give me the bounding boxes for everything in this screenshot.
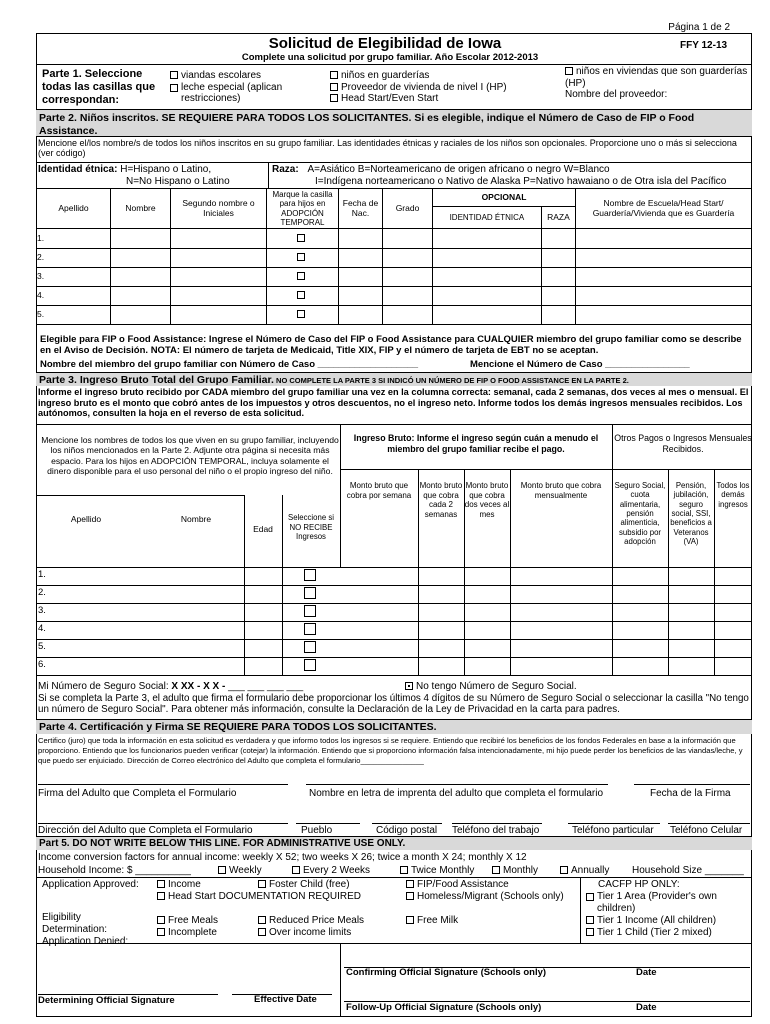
cell-input[interactable] [541,306,575,325]
option-fip[interactable]: FIP/Food Assistance [406,879,586,891]
row-number: 4. [37,287,111,306]
divider [36,567,752,568]
signature-date-label: Fecha de la Firma [650,788,731,799]
effective-date-label: Effective Date [254,994,317,1005]
child-row [37,268,752,287]
checkbox-icon [297,272,305,280]
cell-input[interactable] [433,268,542,287]
cell-input[interactable] [433,249,542,268]
approval-labels: Application Approved: Eligibility Determination: Application Denied: [42,879,139,947]
no-income-checkbox[interactable] [304,623,316,635]
cell-input[interactable] [576,268,752,287]
freq-twice-monthly[interactable]: Twice Monthly [400,865,492,877]
col-otros: Todos los demás ingresos [716,481,750,509]
gross-income-header: Ingreso Bruto: Informe el ingreso según cuán a menudo el miembro del grupo familiar recibe el pago. [353,433,599,454]
cell-input[interactable] [171,249,267,268]
checkbox-icon [157,892,165,900]
home-phone-line[interactable] [568,823,660,824]
divider [580,877,581,943]
option-tier1-area[interactable]: Tier 1 Area (Provider's own children) [586,891,750,915]
town-label: Pueblo [301,825,333,836]
cell-input[interactable] [383,268,433,287]
col-seguro-social: Seguro Social, cuota alimentaria, pensión alimenticia, subsidio por adopción [614,481,666,547]
form-title: Solicitud de Elegibilidad de Iowa [268,35,502,52]
option-proveedor-vivienda[interactable]: Proveedor de vivienda de nivel I (HP) [330,82,550,94]
cell-input[interactable] [541,229,575,249]
adopcion-checkbox[interactable] [267,287,339,306]
row-number: 1. [37,229,111,249]
cell-input[interactable] [171,306,267,325]
divider [36,585,752,586]
child-row [37,306,752,325]
option-leche[interactable]: leche especial (aplican restricciones) [170,82,320,105]
option-tier1-child[interactable]: Tier 1 Child (Tier 2 mixed) [586,927,750,939]
cell-input[interactable] [383,306,433,325]
part1-label: Parte 1. Seleccione todas las casillas que correspondan: [42,68,156,107]
option-foster[interactable]: Foster Child (free) [258,879,408,891]
col-identidad: IDENTIDAD ÉTNICA [433,207,542,229]
income-table [36,424,752,674]
cell-input[interactable] [111,229,171,249]
part3-header: Parte 3. Ingreso Bruto Total del Grupo Familiar. NO COMPLETE LA PARTE 3 SI INDICÓ UN NÚMERO DE FIP O FOOD ASSISTANCE EN LA PARTE 2. [36,372,752,386]
checkbox-icon [560,866,568,874]
checkbox-icon [157,928,165,936]
option-head-start-doc[interactable]: Head Start DOCUMENTATION REQUIRED [157,891,417,903]
checkbox-icon [297,234,305,242]
checkbox-icon [170,84,178,92]
provider-name-label: Nombre del proveedor: [565,89,668,100]
divider [36,603,752,604]
zip-label: Código postal [376,825,438,836]
cell-input[interactable] [541,287,575,306]
col-segundo: Segundo nombre o Iniciales [171,189,267,229]
determining-signature-label: Determining Official Signature [38,995,175,1006]
cell-input[interactable] [111,249,171,268]
cell-input[interactable] [383,249,433,268]
col-2semanas: Monto bruto que cobra cada 2 semanas [419,481,463,519]
cell-phone-line[interactable] [668,823,750,824]
freq-monthly[interactable]: Monthly [492,865,560,877]
town-line[interactable] [296,823,360,824]
zip-line[interactable] [372,823,442,824]
no-ssn-option[interactable]: No tengo Número de Seguro Social. [405,681,745,693]
no-income-checkbox[interactable] [304,569,316,581]
certification-text: Certifico (juro) que toda la información en esta solicitud es verdadera y que informo todos los ingresos si se requiere. Entiendo que recibiré los beneficios de los fondos Federales en base a la información que proporciono. Entiendo que los funcionarios pueden verificar (cotejar) la información. Entiendo que si proporciono información falsa intencionadamente, mi hijo puede perder los beneficios de las viandas/leche, y que puedo ser enjuiciado. Dirección de Correo electrónico del Adulto que completa el formulario_______________ [38,736,743,765]
checkbox-icon [297,253,305,261]
option-tier1-income[interactable]: Tier 1 Income (All children) [586,915,750,927]
freq-every-2-weeks[interactable]: Every 2 Weeks [292,865,400,877]
col-raza: RAZA [541,207,575,229]
row-number: 1. [38,569,46,580]
no-income-checkbox[interactable] [304,605,316,617]
work-phone-line[interactable] [452,823,542,824]
option-viandas[interactable]: viandas escolares [170,70,320,82]
part3-instructions: Informe el ingreso bruto recibido por CADA miembro del grupo familiar una vez en la columna correcta: semanal, cada 2 semanas, dos veces al mes o mensual. El ingreso bruto es el monto que cobró antes de los impuestos y otros descuentos, no el ingreso neto. Informe todos los demás ingresos mensuales recibidos. Los autónomos, consulten la hoja en el reverso de esta solicitud. [38,387,749,419]
printed-name-line[interactable] [306,784,608,785]
col-nombre: Nombre [180,514,212,524]
child-row [37,249,752,268]
address-line[interactable] [38,823,288,824]
checkbox-icon [406,880,414,888]
divider [36,639,752,640]
household-income-row [38,865,750,877]
cell-input[interactable] [433,306,542,325]
cell-input[interactable] [339,229,383,249]
checkbox-icon [330,83,338,91]
approval-col1 [157,879,257,891]
checkbox-icon [586,928,594,936]
divider [268,162,269,188]
checkbox-icon [405,682,413,690]
eligible-fip-text: Elegible para FIP o Food Assistance: Ingrese el Número de Caso del FIP o Food Assistance para CUALQUIER miembro del grupo familiar como se describe en el Aviso de Decisión. NOTA: El número de tarjeta de Medicaid, Title XIX, FIP y el número de tarjeta de EBT no se aceptan. [40,334,742,356]
cell-input[interactable] [339,306,383,325]
option-income[interactable]: Income [157,879,257,891]
cell-input[interactable] [111,268,171,287]
checkbox-icon [406,892,414,900]
cell-input[interactable] [383,229,433,249]
divider [340,425,341,567]
cell-input[interactable] [541,268,575,287]
checkbox-icon [258,928,266,936]
divider [36,495,244,496]
row-number: 4. [38,623,46,634]
row-number: 3. [37,268,111,287]
part1-col1 [170,70,320,105]
case-number-label[interactable]: Mencione el Número de Caso ________________ [470,359,690,370]
no-income-checkbox[interactable] [304,587,316,599]
household-income-field[interactable]: Household Income: $ __________ [38,865,191,876]
form-subtitle: Complete una solicitud por grupo familiar. Año Escolar 2012-2013 [241,52,539,63]
cell-input[interactable] [576,249,752,268]
cell-input[interactable] [576,306,752,325]
followup-signature-label: Follow-Up Official Signature (Schools only) [346,1002,542,1013]
signature-line[interactable] [38,784,288,785]
checkbox-icon [297,291,305,299]
option-over-limits[interactable]: Over income limits [258,927,398,939]
followup-date-label: Date [636,1002,657,1013]
col-semana: Monto bruto que cobra por semana [346,481,412,500]
col-nombre: Nombre [111,189,171,229]
checkbox-icon [292,866,300,874]
ethnic-legend: Identidad étnica: H=Hispano o Latino, N=No Hispano o Latino [38,164,230,187]
checkbox-icon [400,866,408,874]
cell-input[interactable] [111,287,171,306]
race-legend: Raza: A=Asiático B=Norteamericano de origen africano o negro W=Blanco I=Indígena norteamericano o Nativo de Alaska P=Nativo hawaiano o de Otra isla del Pacífico [272,164,727,187]
children-table [36,188,752,325]
option-head-start[interactable]: Head Start/Even Start [330,93,550,105]
date-line[interactable] [634,784,750,785]
cell-input[interactable] [339,249,383,268]
row-number: 5. [37,306,111,325]
address-label: Dirección del Adulto que Completa el Formulario [38,825,253,836]
option-incomplete[interactable]: Incomplete [157,927,257,939]
option-homeless[interactable]: Homeless/Migrant (Schools only) [406,891,586,903]
option-reduced[interactable]: Reduced Price Meals [258,915,398,927]
freq-annually[interactable]: Annually [560,865,632,877]
col-apellido: Apellido [37,189,111,229]
checkbox-icon [406,916,414,924]
checkbox-icon [586,916,594,924]
checkbox-icon [297,310,305,318]
child-row [37,229,752,249]
adopcion-checkbox[interactable] [267,229,339,249]
checkbox-icon [258,916,266,924]
freq-weekly[interactable]: Weekly [218,865,292,877]
row-number: 2. [38,587,46,598]
option-guarderias[interactable]: niños en guarderías [330,70,550,82]
col-escuela: Nombre de Escuela/Head Start/ Guardería/Vivienda que es Guardería [576,189,752,229]
cell-input[interactable] [383,287,433,306]
option-free-meals[interactable]: Free Meals [157,915,257,927]
other-income-header: Otros Pagos o Ingresos Mensuales Recibidos. [614,433,752,454]
col-edad: Edad [253,524,273,534]
col-opcional: OPCIONAL [433,189,576,207]
col-dos-veces: Monto bruto que cobra dos veces al mes [464,481,510,519]
cell-input[interactable] [541,249,575,268]
part1-col3 [565,66,750,101]
cell-input[interactable] [576,229,752,249]
col-grado: Grado [383,189,433,229]
work-phone-label: Teléfono del trabajo [452,825,540,836]
checkbox-icon [258,880,266,888]
row-number: 6. [38,659,46,670]
checkbox-icon [492,866,500,874]
checkbox-icon [170,71,178,79]
col-no-ingresos: Seleccione si NO RECIBE Ingresos [288,513,334,542]
cell-input[interactable] [171,287,267,306]
col-pension: Pensión, jubilación, seguro social, SSI, beneficios a Veteranos (VA) [670,481,712,547]
part2-instructions: Mencione el/los nombre/s de todos los niños inscritos en su grupo familiar. Las identidades étnicas y raciales de los niños son opcionales. Proporcione uno o más si selecciona (ver código) [38,138,737,159]
ssn-field[interactable]: Mi Número de Seguro Social: X XX - X X - ___ ___ ___ ___ [38,681,304,692]
conversion-factors: Income conversion factors for annual income: weekly X 52; two weeks X 26; twice a month X 24; monthly X 12 [38,852,527,863]
col-adopcion: Marque la casilla para hijos en ADOPCIÓN TEMPORAL [267,189,339,229]
col-mensual: Monto bruto que cobra mensualmente [520,481,602,500]
ffy-label: FFY 12-13 [680,40,728,51]
printed-name-label: Nombre en letra de imprenta del adulto que completa el formulario [309,788,604,799]
part4-header: Parte 4. Certificación y Firma SE REQUIERE PARA TODOS LOS SOLICITANTES. [36,719,752,734]
checkbox-icon [218,866,226,874]
cell-input[interactable] [171,229,267,249]
cacfp-block: CACFP HP ONLY: Tier 1 Area (Provider's own children) Tier 1 Income (All children) Tier 1 Child (Tier 2 mixed) [586,879,750,939]
adopcion-checkbox[interactable] [267,268,339,287]
col-apellido: Apellido [70,514,102,524]
adopcion-checkbox[interactable] [267,249,339,268]
names-intro: Mencione los nombres de todos los que viven en su grupo familiar, incluyendo los niños mencionados en la Parte 2. Adjunte otra página si necesita más espacio. Para los hijos en ADOPCIÓN TEMPORAL, incluya solamente el dinero disponible para el uso personal del niño o el propio ingreso del niño. [41,435,339,476]
checkbox-icon [586,893,594,901]
divider [36,621,752,622]
row-number: 5. [38,641,46,652]
divider [36,943,752,944]
ssn-note: Si se completa la Parte 3, el adulto que firma el formulario debe proporcionar los últimos 4 dígitos de su Número de Seguro Social o seleccionar la casilla "No tengo un número de Seguro Social". Para obtener más información, consulte la Declaración de la Ley de Privacidad en la carta para padres. [38,693,749,716]
checkbox-icon [157,880,165,888]
divider [36,657,752,658]
cell-input[interactable] [339,287,383,306]
cell-input[interactable] [171,268,267,287]
checkbox-icon [565,67,573,75]
no-income-checkbox[interactable] [304,659,316,671]
checkbox-icon [330,94,338,102]
divider [36,64,752,65]
divider [36,675,752,676]
divider [340,943,341,1017]
household-size-field[interactable]: Household Size _______ [632,865,744,876]
cell-input[interactable] [433,287,542,306]
option-free-milk[interactable]: Free Milk [406,915,526,927]
adopcion-checkbox[interactable] [267,306,339,325]
divider [36,162,752,163]
col-fecha: Fecha de Nac. [339,189,383,229]
option-vivienda-guarderia[interactable]: niños en viviendas que son guarderías (HP) [565,66,748,89]
confirming-date-label: Date [636,967,657,978]
page-number: Página 1 de 2 [668,22,730,33]
cell-input[interactable] [339,268,383,287]
home-phone-label: Teléfono particular [572,825,654,836]
child-row [37,287,752,306]
no-income-checkbox[interactable] [304,641,316,653]
part2-header: Parte 2. Niños inscritos. SE REQUIERE PARA TODOS LOS SOLICITANTES. Si es elegible, indique el Número de Caso de FIP o Food Assistance. [36,109,752,137]
cell-phone-label: Teléfono Celular [670,825,743,836]
firma-label: Firma del Adulto que Completa el Formulario [38,788,237,799]
checkbox-icon [330,71,338,79]
row-number: 2. [37,249,111,268]
cell-input[interactable] [433,229,542,249]
divider [340,469,752,470]
part1-col2 [330,70,550,105]
checkbox-icon [157,916,165,924]
part5-header: Part 5. DO NOT WRITE BELOW THIS LINE. FOR ADMINISTRATIVE USE ONLY. [36,836,752,850]
cell-input[interactable] [576,287,752,306]
row-number: 3. [38,605,46,616]
confirming-signature-label: Confirming Official Signature (Schools only) [346,967,547,978]
cell-input[interactable] [111,306,171,325]
household-member-case-label[interactable]: Nombre del miembro del grupo familiar con Número de Caso ___________________ [40,359,419,370]
divider [36,877,752,878]
